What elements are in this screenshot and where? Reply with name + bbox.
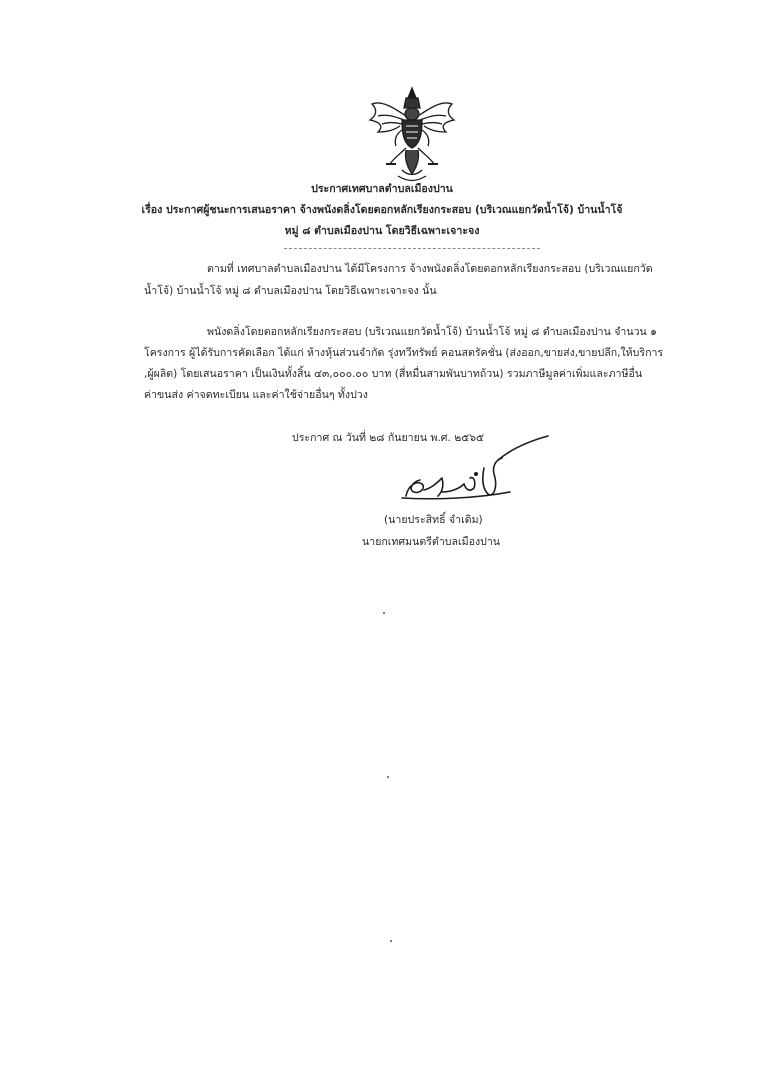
scan-speck (390, 940, 392, 942)
signatory-position: นายกเทศมนตรีตำบลเมืองปาน (362, 536, 501, 548)
garuda-emblem-icon (366, 86, 458, 182)
subject-line-1: เรื่อง ประกาศผู้ชนะการเสนอราคา จ้างพนังดลิ่งโดยตอกหลักเรียงกระสอบ (บริเวณแยกวัดน้ำโจ้) บ้านน้ำโจ้ (141, 204, 623, 216)
signatory-name: (นายประสิทธิ์ จำเดิม) (384, 514, 483, 526)
subject-line-2: หมู่ ๘ ตำบลเมืองปาน โดยวิธีเฉพาะเจาะจง (284, 225, 480, 237)
paragraph-2-line-4: ค่าขนส่ง ค่าจดทะเบียน และค่าใช้จ่ายอื่นๆ ทั้งปวง (144, 389, 368, 401)
paragraph-1-line-2: น้ำโจ้) บ้านน้ำโจ้ หมู่ ๘ ตำบลเมืองปาน โดยวิธีเฉพาะเจาะจง นั้น (144, 285, 437, 297)
paragraph-2-line-1: พนังดลิ่งโดยตอกหลักเรียงกระสอบ (บริเวณแยกวัดน้ำโจ้) บ้านน้ำโจ้ หมู่ ๘ ตำบลเมืองปาน จำนวน ๑ (207, 326, 657, 338)
handwritten-signature (398, 434, 552, 504)
paragraph-2-line-2: โครงการ ผู้ได้รับการคัดเลือก ได้แก่ ห้างหุ้นส่วนจำกัด รุ่งทวีทรัพย์ คอนสตรัคชั่น (ส่งออก,ขายส่ง,ขายปลีก,ให้บริการ (144, 347, 664, 359)
announcement-date: ประกาศ ณ วันที่ ๒๘ กันยายน พ.ศ. ๒๕๖๕ (292, 432, 485, 444)
paragraph-1-line-1: ตามที่ เทศบาลตำบลเมืองปาน ได้มีโครงการ จ้างพนังดลิ่งโดยตอกหลักเรียงกระสอบ (บริเวณแยกวัด (207, 263, 653, 275)
title-divider (284, 248, 540, 249)
scan-speck (383, 612, 385, 614)
scan-speck (387, 776, 389, 778)
announcement-title: ประกาศเทศบาลตำบลเมืองปาน (311, 183, 453, 195)
paragraph-2-line-3: ,ผู้ผลิต) โดยเสนอราคา เป็นเงินทั้งสิ้น ๔๓,๐๐๐.๐๐ บาท (สี่หมื่นสามพันบาทถ้วน) รวมภาษีมูลค่าเพิ่มและภาษีอื่น (144, 368, 643, 380)
